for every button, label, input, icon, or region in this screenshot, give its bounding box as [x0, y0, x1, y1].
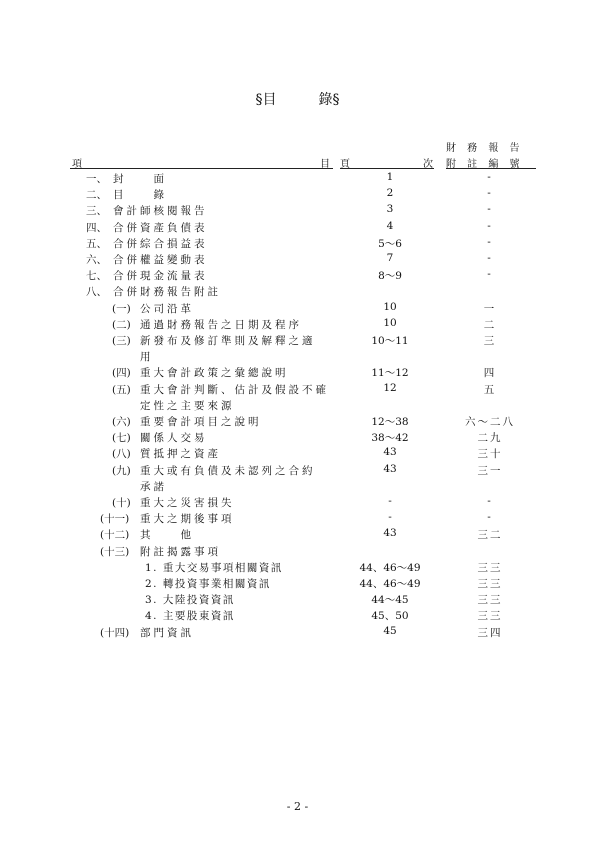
toc-item-label: 定性之主要來源	[140, 399, 235, 412]
toc-item-page: 45	[383, 624, 397, 637]
header-mu: 目	[320, 159, 334, 170]
toc-item-note: 五	[483, 383, 497, 396]
toc-item-number: (三)	[112, 335, 131, 347]
toc-item-page: -	[388, 511, 392, 524]
toc-item-label: 4. 主要股東資訊	[145, 610, 235, 623]
toc-item-note: -	[487, 171, 493, 183]
header-ci: 次	[423, 159, 437, 170]
toc-item-label: 目 錄	[113, 189, 167, 202]
toc-item-label: 3. 大陸投資資訊	[145, 594, 235, 607]
header-notes-line2: 附 註 編 號	[446, 159, 524, 170]
toc-item-label: 重大會計政策之彙總說明	[140, 367, 289, 380]
toc-item-label: 重大之期後事項	[140, 513, 235, 526]
toc-row	[0, 544, 595, 560]
toc-row	[0, 349, 595, 365]
toc-row	[0, 479, 595, 495]
toc-item-number: (十三)	[100, 545, 130, 558]
toc-item-note: -	[487, 511, 493, 524]
toc-item-note: 三三	[477, 561, 503, 574]
toc-item-number: (十二)	[100, 529, 130, 542]
toc-row	[0, 317, 595, 333]
toc-item-page: 44、46～49	[359, 578, 421, 590]
toc-item-page: 43	[383, 527, 397, 540]
header-rule-notes	[446, 168, 536, 169]
toc-item-number: 八、	[86, 286, 107, 299]
toc-row	[0, 527, 595, 543]
toc-item-page: 4	[386, 219, 394, 232]
toc-item-note: 二	[483, 318, 497, 331]
toc-item-number: (五)	[112, 383, 131, 396]
toc-item-note: -	[487, 219, 493, 232]
toc-item-label: 合併財務報告附註	[113, 286, 221, 299]
page-title: §目 錄§	[255, 92, 340, 108]
toc-item-number: (六)	[112, 416, 131, 428]
toc-item-note: 六～二八	[465, 416, 515, 428]
toc-item-note: 三四	[477, 626, 503, 639]
toc-item-number: (一)	[112, 302, 131, 315]
toc-row	[0, 171, 595, 187]
toc-item-page: 12	[383, 381, 397, 394]
toc-row	[0, 268, 595, 284]
toc-item-label: 部門資訊	[140, 626, 194, 639]
page-number: - 2 -	[286, 800, 309, 813]
toc-item-number: (十一)	[100, 513, 130, 526]
toc-row	[0, 252, 595, 268]
toc-item-note: 三十	[477, 448, 503, 461]
toc-row	[0, 430, 595, 446]
toc-item-label: 通過財務報告之日期及程序	[140, 318, 302, 331]
toc-item-number: 三、	[86, 205, 107, 218]
toc-item-page: 44～45	[371, 594, 409, 607]
toc-item-label: 2. 轉投資事業相關資訊	[145, 578, 271, 590]
toc-item-note: 三二	[477, 529, 503, 542]
toc-item-label: 會計師核閱報告	[113, 205, 208, 218]
toc-item-number: (十)	[112, 497, 131, 509]
toc-item-page: 10	[383, 300, 397, 313]
toc-item-note: -	[487, 252, 493, 264]
toc-item-page: 8～9	[378, 270, 402, 283]
toc-item-label: 質抵押之資產	[140, 448, 221, 461]
toc-item-page: 5～6	[378, 237, 402, 250]
toc-item-page: 1	[386, 171, 394, 183]
toc-row	[0, 446, 595, 462]
toc-item-label: 合併資產負債表	[113, 221, 208, 234]
toc-item-number: (二)	[112, 318, 131, 331]
toc-item-number: 七、	[86, 270, 107, 283]
toc-item-label: 公司沿革	[140, 302, 194, 315]
header-item: 項	[72, 159, 86, 170]
toc-row	[0, 625, 595, 641]
toc-item-number: 一、	[86, 173, 107, 185]
toc-item-number: 五、	[86, 237, 107, 250]
toc-item-note: 三三	[477, 610, 503, 623]
toc-item-note: -	[487, 203, 493, 216]
toc-item-page: 45、50	[371, 610, 409, 623]
toc-row	[0, 608, 595, 624]
toc-item-label: 其 他	[140, 529, 194, 542]
toc-item-label: 1. 重大交易事項相關資訊	[145, 561, 283, 574]
toc-item-page: 12～38	[371, 416, 409, 428]
toc-row	[0, 301, 595, 317]
toc-item-note: 三一	[477, 464, 503, 477]
toc-item-number: (四)	[112, 367, 131, 380]
toc-item-label: 重大會計判斷、估計及假設不確	[140, 383, 329, 396]
toc-item-page: 43	[383, 462, 397, 475]
toc-item-page: 43	[383, 446, 397, 459]
toc-row	[0, 382, 595, 398]
toc-item-note: 一	[483, 302, 497, 315]
toc-item-label: 重大之災害損失	[140, 497, 235, 509]
toc-item-page: 38～42	[371, 432, 409, 445]
toc-item-note: 三三	[477, 594, 503, 607]
toc-row	[0, 463, 595, 479]
toc-row	[0, 220, 595, 236]
toc-item-page: 10	[383, 316, 397, 329]
toc-row	[0, 495, 595, 511]
toc-item-label: 合併綜合損益表	[113, 237, 208, 250]
toc-item-note: -	[487, 235, 493, 248]
toc-row	[0, 398, 595, 414]
toc-item-label: 合併權益變動表	[113, 254, 208, 266]
toc-item-label: 附註揭露事項	[140, 545, 221, 558]
toc-item-note: 三三	[477, 578, 503, 590]
toc-item-number: (十四)	[100, 626, 130, 639]
toc-item-number: 四、	[86, 221, 107, 234]
toc-row	[0, 333, 595, 349]
toc-row	[0, 511, 595, 527]
toc-item-label: 關係人交易	[140, 432, 208, 445]
toc-row	[0, 560, 595, 576]
toc-row	[0, 284, 595, 300]
toc-item-note: -	[487, 495, 493, 507]
toc-item-page: 44、46～49	[359, 561, 421, 574]
toc-item-page: 3	[386, 203, 394, 216]
toc-item-label: 承諾	[140, 480, 167, 493]
header-rule-page	[340, 168, 434, 169]
toc-row	[0, 187, 595, 203]
toc-item-label: 重大或有負債及未認列之合約	[140, 464, 316, 477]
toc-item-note: 三	[483, 335, 497, 347]
toc-row	[0, 414, 595, 430]
header-ye: 頁	[340, 159, 354, 170]
toc-row	[0, 365, 595, 381]
toc-item-number: (八)	[112, 448, 131, 461]
toc-item-page: -	[388, 495, 392, 507]
toc-row	[0, 592, 595, 608]
header-notes-line1: 財 務 報 告	[446, 143, 524, 154]
toc-item-note: -	[487, 187, 493, 200]
toc-item-page: 2	[386, 187, 394, 200]
toc-item-note: -	[487, 268, 493, 281]
toc-item-number: 二、	[86, 189, 107, 202]
toc-item-number: (七)	[112, 432, 131, 445]
toc-row	[0, 203, 595, 219]
toc-item-number: 六、	[86, 254, 107, 266]
toc-item-note: 二九	[477, 432, 503, 445]
toc-item-page: 11～12	[371, 367, 409, 380]
toc-item-label: 重要會計項目之說明	[140, 416, 262, 428]
toc-row	[0, 236, 595, 252]
toc-item-note: 四	[483, 367, 497, 380]
toc-row	[0, 576, 595, 592]
toc-item-label: 用	[140, 351, 154, 364]
toc-item-page: 10～11	[371, 335, 409, 347]
toc-item-label: 新發布及修訂準則及解釋之適	[140, 335, 316, 347]
toc-item-label: 封 面	[113, 173, 167, 185]
toc-item-label: 合併現金流量表	[113, 270, 208, 283]
toc-item-page: 7	[386, 252, 394, 264]
toc-item-number: (九)	[112, 464, 131, 477]
header-rule-item	[70, 168, 333, 169]
